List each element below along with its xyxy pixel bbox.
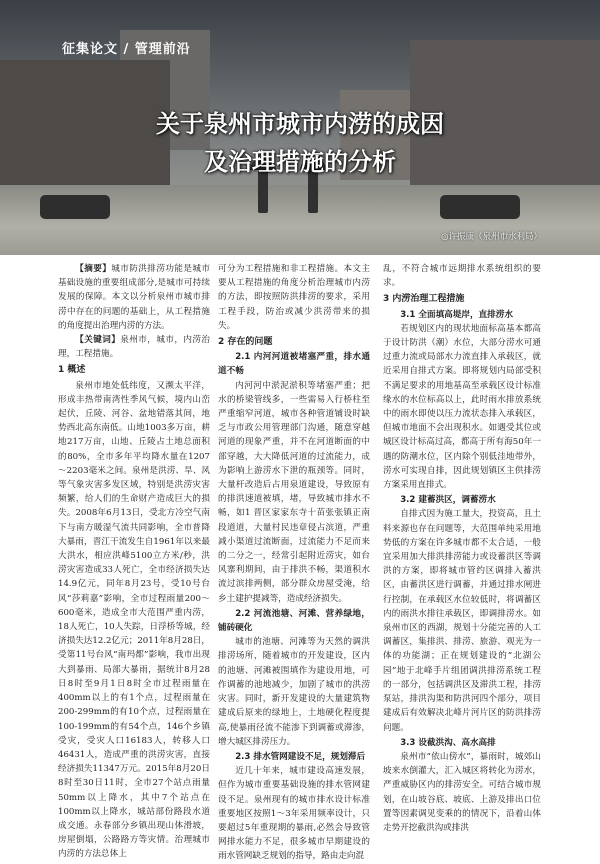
keywords [58, 333, 210, 361]
abstract [58, 262, 210, 333]
keywords-text: 泉州市，城市，内涝治理，工程措施。 [58, 335, 210, 360]
keywords-label: 【关键词】 [75, 335, 121, 346]
heading-3-3: 3.3 设截洪沟、高水高排 [400, 737, 496, 748]
heading-2-1: 2.1 内河河道被堵塞严重，排水通道不畅 [218, 352, 370, 377]
para-overview: 泉州市地处低纬度，又濒太平洋，形成丰热带南湾性季风气候，境内山峦起伏，丘陵、河谷、盆地错落其间，地势西北高东南低。山地1003多万亩，耕地217万亩，山地、丘陵占土地总面积的80%，全市多年平均降水量在1207～2203毫米之间。泉州是洪涝、旱、风等气象灾害多发区域，特别是洪涝灾害频繁，给人们的生命财产造成巨大的损失。2008年6月13日，受北方冷空气南下与南方暖湿气流共同影响，全市普降大暴雨，晋江干流发生自1961年以来最大洪水，相应洪峰5100立方米/秒，洪涝灾害造成33人死亡，全市经济损失达14.9亿元，同年8月23号，受10号台风“莎莉嘉”影响，全市过程雨量200～600毫米，造成全市大范围严重内涝，18人死亡，10人失踪，日浮桥等城，经济损失达12.2亿元；2011年8月28日，受第11号台风“南玛都”影响，我市出现大到暴雨、局部大暴雨，据统计8月28日8时至9月1日8时全市过程雨量在400mm以上的有1个点，过程雨量在200-299mm的有10个点，过程雨量在100-199mm的有54个点，146个乡镇受灾，受灾人口16183人，转移人口46431人，造成严重的洪涝灾害，直接经济损失11347万元。2015年8月20日8时至30日11时，全市27个站点雨量50mm以上降水，其中7个站点在100mm以上降水，城站部份路段水道成交通。永春部分乡镇出现山体滑坡，房屋倒塌，公路路方等灾情。治理城市内涝的方法总体上 [58, 380, 210, 860]
heading-3-2: 3.2 建蓄洪区，调蓄涝水 [400, 495, 496, 506]
heading-2-2: 2.2 河流池塘、河滩、营养绿地，铺砖硬化 [218, 608, 370, 634]
heading-1: 1 概述 [58, 365, 86, 376]
para-2-2: 城市的池塘、河滩等为天然的调洪排涝场所，随着城市的开发建设，区内的池塘、河滩被围填作为建设用地，可作调蓄的池地减少，加剧了城市的洪涝灾害。同时，新开发建设的大量建筑物建成后原来的绿地上，土地硬化程度提高,使暴雨径流不能渗下到调蓄或滞渗，增大城区排涝压力。 [218, 637, 370, 747]
article-title-line1: 关于泉州市城市内涝的成因 [156, 109, 444, 138]
para-continued-3: 乱，不符合城市远期排水系统组织的要求。 [383, 264, 541, 289]
para-2-1: 内河河中淤泥淤积等堵塞严重；把水的桥梁管线多，一些需易入行桥柱至严重缩窄河道，城市各种管道铺设时缺乏与市政公用管理部门沟通，随意穿越河道的现象严重，并不在河道断面的中部穿越，大大降低河道的过流能力，成为影响上游涝水下泄的瓶颈等。同时，大量杆改造后占用泉道建设，导致原有的排洪速道被填，堵，导致城市排水不畅，如1 晋区家家东寺十苗张张镇正南段道道，大量村民违章侵占滨道，严重减小渠道过流断面，过流能力不足而来的二分之一，经常引起附近涝灾，如台风寨利期间，由于排洪不畅，渠道积水流过滨排两侧，部分群众房屋受淹，给乡土建护提减等，造成经济损失。 [218, 380, 370, 604]
heading-3-1: 3.1 全面填高堤岸，直排涝水 [400, 309, 513, 320]
heading-2: 2 存在的问题 [218, 337, 273, 348]
abstract-text: 城市防洪排涝功能是城市基础设施的重要组成部分,是城市可持续发展的保障。本文以分析泉州市城市排涝中存在的问题的基础上，从工程措施的角度提出治理内涝的方法。 [58, 264, 210, 331]
column-3 [383, 262, 541, 835]
para-2-3: 近几十年来，城市建设高速发展，但作为城市重要基础设施的排水管网建设不足。泉州现有的城市排水设计标准重要地区按照1～3年采用频率设计，只要超过5年重现期的暴雨,必然会导致管网排水能力不足，很多城市早期建设的雨水管网缺乏规划的指导，路由走向混 [218, 766, 370, 862]
author-byline: ◎许振康（泉州市水利局） [441, 232, 542, 242]
heading-3: 3 内涝治理工程措施 [383, 294, 465, 305]
para-3-1: 若规划区内的现状地面标高基本都高于设计防洪（潮）水位，大部分涝水可通过重力流或局部水力流直排入承载区，就近采用自排式方案。即将规划内局部受积不满足要求的用地基高至承载区设计标准缘水的水位标高以上，此时雨水排放系统中的雨水即使以压力流状态排入承载区，但城市地面不会出现积水。如遇受其位或城区设计标高过高，都高于所有海50年一遇的防潮水位，区内除个别低洼地带外，涝水可实现自排，因此规划镇区主供排涝方案采用直排式。 [383, 323, 541, 491]
abstract-label: 【摘要】 [75, 264, 112, 274]
para-3-2: 自排式因为施工量大，投资高，且土料来源也存在问题等，大范围单纯采用地势低的方案在许多城市都不太合适，一般宜采用加大排洪排涝能力或设蓄洪区等调洪的方案，即将城市管约区调排入蓄洪区，由蓄洪区进行调蓄，并通过排水闸进行控制，在承载区水位较低时，将调蓄区内的雨洪水排往承载区，即调排涝水。如泉州市区的西湖，规划十分能完善的人工调蓄区，集排洪、排涝、旅游、观光为一体的功能湖；正在规划建设的“北湖公园”地于北峰手片组团调洪排涝系统工程的一部分，包括调洪区及滞洪工程，排涝泵站，排洪沟渠和防洪河四个部分，项目建成后有效解决北峰片河片区的防洪排涝问题。 [383, 509, 541, 733]
flood-photo [0, 0, 600, 255]
column-2 [218, 262, 370, 864]
article-title-line2: 及治理措施的分析 [204, 147, 396, 176]
para-3-3: 泉州市“依山傍水”，暴雨时，城郊山坡来水倒灌大，汇入城区将转化为涝水，严重威胁区内的排涝安全。可结合城市规划，在山坡谷底、坡底、上游及排出口位置等因素调见变乘的的情况下，沿着山体走势开挖截洪沟或排洪 [383, 751, 541, 833]
section-label: 征集论文 / 管理前沿 [62, 42, 191, 57]
heading-2-3: 2.3 排水管网建设不足，规划滞后 [235, 751, 366, 762]
para-continued: 可分为工程措施和非工程措施。本文主要从工程措施的角度分析治理城市内涝的方法，即按照防洪排涝的要求，采用工程手段，防治或减少洪涝带来的损失。 [218, 264, 370, 331]
column-1 [58, 262, 210, 862]
